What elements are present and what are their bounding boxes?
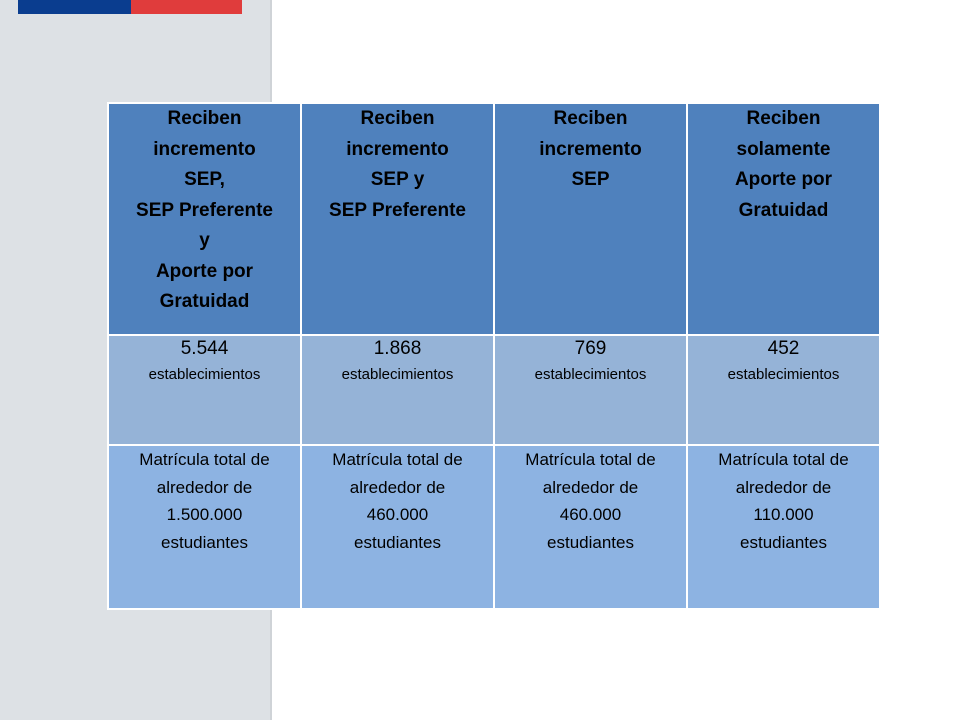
enrollment-row (108, 445, 880, 609)
enrollment-line: 460.000 (366, 505, 429, 524)
enrollment-line: 460.000 (559, 505, 622, 524)
header-line: incremento (346, 138, 449, 160)
header-line: Gratuidad (159, 291, 250, 312)
count-label: establecimientos (727, 366, 840, 383)
header-cell (687, 103, 880, 335)
header-line: SEP y (370, 169, 425, 190)
count-label: establecimientos (341, 366, 454, 383)
header-line: Reciben (167, 108, 242, 129)
header-line: Gratuidad (738, 199, 829, 221)
header-row (108, 103, 880, 335)
flag-strip (18, 0, 242, 14)
enrollment-line: alrededor de (349, 477, 446, 497)
count-cell (301, 335, 494, 445)
enrollment-cell (108, 445, 301, 609)
enrollment-line: alrededor de (156, 477, 253, 497)
count-row (108, 335, 880, 445)
count-number: 769 (574, 338, 607, 359)
count-label: establecimientos (534, 366, 647, 383)
enrollment-line: Matrícula total de (718, 450, 849, 469)
enrollment-line: estudiantes (161, 532, 248, 552)
flag-blue-stripe (18, 0, 131, 14)
count-cell (108, 335, 301, 445)
header-line: SEP, (184, 169, 225, 190)
header-line: Reciben (553, 108, 628, 129)
header-cell (108, 103, 301, 335)
header-line: Aporte por (155, 260, 254, 282)
header-line: SEP (571, 169, 610, 190)
enrollment-cell (301, 445, 494, 609)
header-line: y (199, 230, 210, 251)
count-number: 452 (767, 338, 800, 359)
count-cell (494, 335, 687, 445)
flag-red-stripe (131, 0, 242, 14)
count-number: 1.868 (373, 338, 422, 359)
data-table (107, 102, 881, 610)
count-cell (687, 335, 880, 445)
header-line: SEP Preferente (136, 199, 273, 221)
enrollment-line: alrededor de (735, 477, 832, 497)
count-number: 5.544 (180, 338, 229, 359)
enrollment-cell (687, 445, 880, 609)
enrollment-line: estudiantes (740, 532, 827, 552)
header-line: Aporte por (734, 169, 833, 190)
header-line: Reciben (360, 108, 435, 129)
count-label: establecimientos (148, 366, 261, 383)
enrollment-line: 110.000 (753, 505, 814, 524)
enrollment-cell (494, 445, 687, 609)
header-line: SEP Preferente (329, 199, 466, 221)
enrollment-line: 1.500.000 (166, 505, 243, 524)
enrollment-line: estudiantes (547, 532, 634, 552)
header-line: incremento (153, 138, 256, 160)
enrollment-line: Matrícula total de (332, 450, 463, 469)
header-cell (301, 103, 494, 335)
header-line: solamente (736, 138, 831, 160)
enrollment-line: alrededor de (542, 477, 639, 497)
header-line: incremento (539, 138, 642, 160)
header-cell (494, 103, 687, 335)
enrollment-line: estudiantes (354, 532, 441, 552)
enrollment-line: Matrícula total de (139, 450, 270, 469)
enrollment-line: Matrícula total de (525, 450, 656, 469)
header-line: Reciben (746, 108, 821, 129)
